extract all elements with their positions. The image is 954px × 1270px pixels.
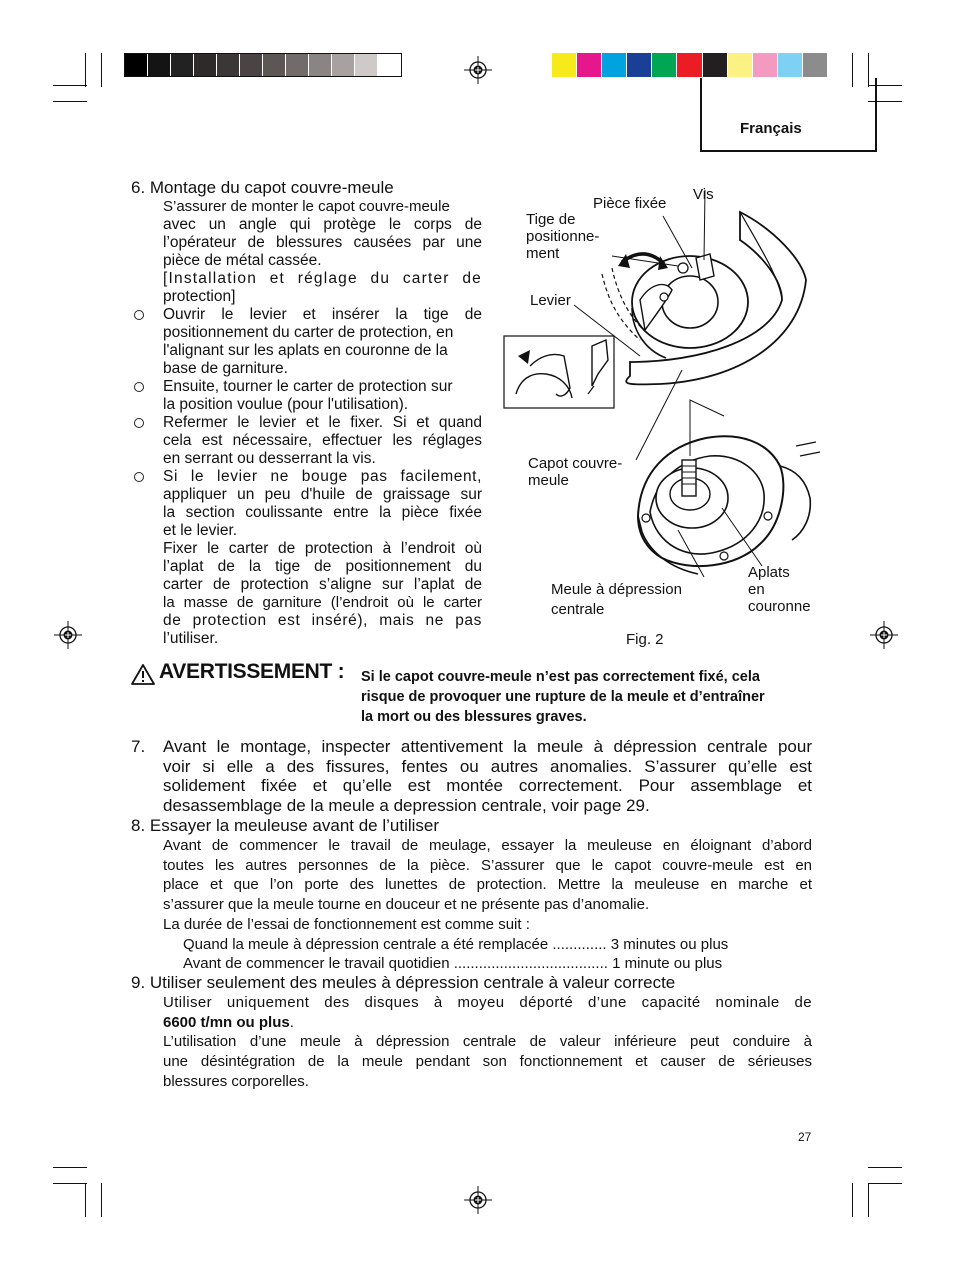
text-line: la masse de garniture (l’endroit où le carter	[163, 594, 482, 611]
warning-icon	[131, 664, 155, 685]
gray-swatch	[240, 54, 262, 76]
color-swatch	[703, 53, 727, 77]
color-swatch	[677, 53, 701, 77]
text-line: une désintégration de la meule pendant son fonctionnement et causer de sérieuses	[163, 1053, 812, 1071]
text-line: Ensuite, tourner le carter de protection sur	[163, 378, 453, 395]
language-label: Français	[740, 120, 802, 137]
bullet-circle	[134, 472, 144, 482]
text-line: Refermer le levier et le fixer. Si et quand	[163, 414, 482, 431]
text-line: l’aplat de la tige de positionnement du	[163, 558, 482, 575]
crop-mark	[852, 1183, 853, 1217]
gray-color-bar	[124, 53, 402, 77]
text-line: en serrant ou desserrant la vis.	[163, 450, 376, 467]
gray-swatch	[217, 54, 239, 76]
section-7-number: 7.	[131, 737, 146, 756]
text-line: l’utiliser.	[163, 630, 219, 647]
crop-mark	[53, 101, 87, 102]
text-line: Si le capot couvre-meule n’est pas correctement fixé, cela	[361, 669, 760, 685]
gray-swatch	[332, 54, 354, 76]
label-aplats: en	[748, 581, 765, 598]
section-9-title: 9. Utiliser seulement des meules à dépression centrale à valeur correcte	[131, 973, 676, 992]
color-swatch	[577, 53, 601, 77]
text-line: blessures corporelles.	[163, 1072, 309, 1090]
language-tab	[700, 78, 877, 152]
text-line: base de garniture.	[163, 360, 288, 377]
text-line: [Installation et réglage du carter de	[163, 270, 482, 287]
gray-swatch	[309, 54, 331, 76]
color-swatch	[552, 53, 576, 77]
bullet-circle	[134, 418, 144, 428]
gray-swatch	[355, 54, 377, 76]
text-line: protection]	[163, 288, 236, 305]
text-line: la mort ou des blessures graves.	[361, 709, 587, 725]
text-line: cela est nécessaire, effectuer les réglages	[163, 432, 482, 449]
section-8-body	[163, 836, 812, 974]
color-swatch	[627, 53, 651, 77]
label-aplats: Aplats	[748, 564, 790, 581]
text-line: voir si elle a des fissures, fentes ou autres anomalies. S’assurer qu’elle est	[163, 756, 812, 776]
page-number: 27	[798, 1130, 812, 1144]
bullet-circle	[134, 382, 144, 392]
text-line: et le levier.	[163, 522, 238, 539]
process-color-bar	[552, 53, 828, 77]
text-line: Si le levier ne bouge pas facilement,	[163, 468, 482, 485]
text-line: toutes les autres personnes de la pièce. S’assurer que le capot couvre-meule est en	[163, 856, 812, 874]
registration-mark	[464, 1186, 492, 1214]
label-capot: Capot couvre-	[528, 455, 623, 472]
text-line: desassemblage de la meule a depression centrale, voir page 29.	[163, 795, 650, 815]
text-line: La durée de l’essai de fonctionnement est comme suit :	[163, 915, 530, 933]
crop-mark	[53, 1183, 87, 1184]
gray-swatch	[194, 54, 216, 76]
text-line: la position voulue (pour l'utilisation).	[163, 396, 409, 413]
text-line: l’opérateur de blessures causées par une	[163, 234, 482, 251]
registration-mark	[870, 621, 898, 649]
label-tige: ment	[526, 245, 560, 262]
crop-mark	[101, 53, 102, 87]
color-swatch	[753, 53, 777, 77]
label-vis: Vis	[693, 186, 714, 203]
text-line: S’assurer de monter le capot couvre-meule	[163, 198, 450, 215]
registration-mark	[54, 621, 82, 649]
gray-swatch	[125, 54, 147, 76]
text-line: l'alignant sur les aplats en couronne de la	[163, 342, 448, 359]
figure-caption: Fig. 2	[626, 631, 664, 648]
section-9-body	[163, 993, 812, 1092]
speed-rating: 6600 t/mn ou plus	[163, 1013, 290, 1031]
label-piece-fixee: Pièce fixée	[593, 195, 667, 212]
section-6-body	[163, 198, 482, 648]
color-swatch	[728, 53, 752, 77]
registration-mark	[464, 56, 492, 84]
crop-mark	[101, 1183, 102, 1217]
bullet-circle	[134, 310, 144, 320]
color-swatch	[602, 53, 626, 77]
crop-mark	[85, 1183, 86, 1217]
warning-heading: AVERTISSEMENT :	[159, 660, 345, 683]
text-line: de protection est inséré), mais ne pas	[163, 612, 482, 629]
label-meule: centrale	[551, 601, 605, 618]
text-line: Ouvrir le levier et insérer la tige de	[163, 306, 482, 323]
label-meule: Meule à dépression	[551, 581, 682, 598]
section-7-body	[163, 737, 812, 815]
crop-mark	[868, 1183, 902, 1184]
gray-swatch	[286, 54, 308, 76]
warning-text	[361, 667, 813, 727]
label-tige: Tige de	[526, 211, 576, 228]
gray-swatch	[263, 54, 285, 76]
text-line: Avant de commencer le travail de meulage, essayer la meuleuse en éloignant d’abord	[163, 837, 812, 854]
crop-mark	[53, 1167, 87, 1168]
text-fragment: .	[289, 1013, 294, 1031]
crop-mark	[85, 53, 86, 87]
gray-swatch	[378, 54, 400, 76]
label-aplats: couronne	[748, 598, 811, 615]
crop-mark	[868, 1167, 902, 1168]
text-line: appliquer un peu d'huile de graissage sur	[163, 486, 482, 503]
text-line: avec un angle qui protège le corps de	[163, 216, 482, 233]
text-line	[163, 1013, 812, 1033]
gray-swatch	[171, 54, 193, 76]
gray-swatch	[148, 54, 170, 76]
text-line: solidement fixée et qu’elle est montée correctement. Pour assemblage et	[163, 776, 812, 795]
text-line: risque de provoquer une rupture de la meule et d’entraîner	[361, 689, 765, 705]
color-swatch	[803, 53, 827, 77]
text-line: Utiliser uniquement des disques à moyeu déporté d’une capacité nominale de	[163, 994, 812, 1011]
duration-row: Avant de commencer le travail quotidien ..................................... 1 minute ou plus	[183, 955, 723, 973]
section-6-title: 6. Montage du capot couvre-meule	[131, 178, 394, 197]
duration-row: Quand la meule à dépression centrale a été remplacée ............. 3 minutes ou plus	[183, 935, 729, 953]
text-line: L’utilisation d’une meule à dépression centrale de valeur inférieure peut conduire à	[163, 1033, 812, 1051]
text-line: Fixer le carter de protection à l’endroit où	[163, 540, 482, 557]
text-line: la section coulissante entre la pièce fixée	[163, 504, 482, 521]
text-line: pièce de métal cassée.	[163, 252, 322, 269]
text-line: s’assurer que la meule tourne en douceur et ne présente pas d’anomalie.	[163, 896, 650, 914]
color-swatch	[652, 53, 676, 77]
text-line: place et que l’on porte des lunettes de protection. Mettre la meuleuse en marche et	[163, 876, 812, 894]
text-line: carter de protection s’aligne sur l’aplat de	[163, 576, 482, 593]
text-line: Avant le montage, inspecter attentivement la meule à dépression centrale pour	[163, 737, 812, 756]
color-swatch	[778, 53, 802, 77]
text-line: positionnement du carter de protection, en	[163, 324, 454, 341]
label-levier: Levier	[530, 292, 571, 309]
crop-mark	[868, 1183, 869, 1217]
label-capot: meule	[528, 472, 569, 489]
crop-mark	[53, 85, 87, 86]
label-tige: positionne-	[526, 228, 600, 245]
section-8-title: 8. Essayer la meuleuse avant de l’utiliser	[131, 816, 440, 835]
